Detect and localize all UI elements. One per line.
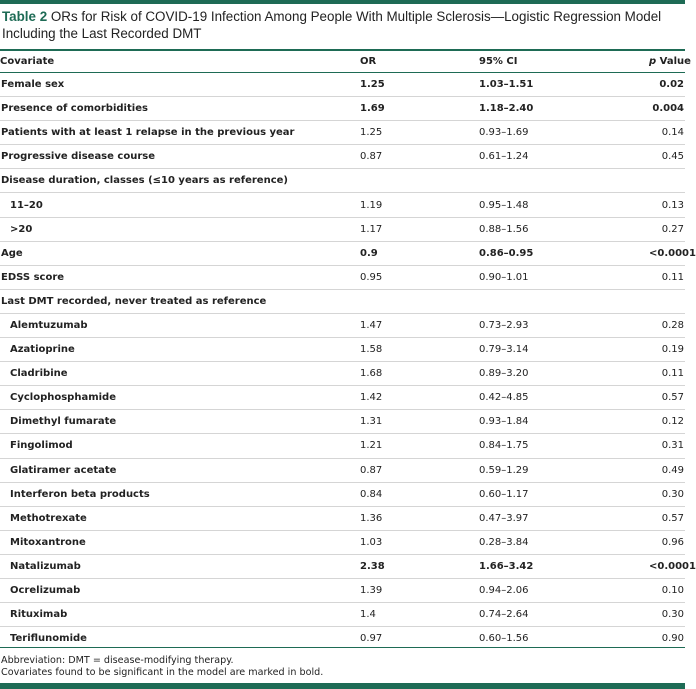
cell-p-value	[649, 289, 685, 313]
cell-or: 1.25	[360, 73, 479, 97]
cell-ci: 0.74–2.64	[479, 603, 649, 627]
cell-or	[360, 289, 479, 313]
cell-ci: 0.90–1.01	[479, 265, 649, 289]
cell-or: 1.47	[360, 313, 479, 337]
cell-p-value: 0.31	[649, 434, 685, 458]
cell-covariate: Presence of comorbidities	[0, 97, 360, 121]
cell-covariate: Glatiramer acetate	[0, 458, 360, 482]
table-row	[0, 313, 685, 337]
cell-or: 0.97	[360, 633, 383, 645]
cell-covariate: EDSS score	[0, 265, 360, 289]
header-or: OR	[360, 51, 479, 73]
table-row	[0, 530, 685, 554]
table-title: ORs for Risk of COVID-19 Infection Among People With Multiple Sclerosis—Logistic Regression Model Including the Last Recorded DMT	[2, 9, 662, 41]
cell-or: 1.21	[360, 434, 479, 458]
cell-covariate: Cyclophosphamide	[0, 386, 360, 410]
cell-p-value: 0.49	[649, 458, 685, 482]
cell-ci: 1.66–3.42	[479, 554, 649, 578]
table-row	[0, 289, 685, 313]
top-accent-bar	[0, 0, 685, 4]
cell-p-value: 0.12	[649, 410, 685, 434]
cell-p-value: 0.30	[649, 482, 685, 506]
cell-or: 0.87	[360, 145, 479, 169]
cell-p-value: <0.0001	[649, 241, 685, 265]
cell-covariate: Teriflunomide	[10, 633, 87, 645]
cell-p-value: 0.11	[649, 265, 685, 289]
cell-covariate: Interferon beta products	[0, 482, 360, 506]
table-row	[0, 578, 685, 602]
table-row	[0, 603, 685, 627]
cell-p-value: 0.13	[649, 193, 685, 217]
cell-ci: 0.79–3.14	[479, 338, 649, 362]
cell-or: 1.39	[360, 578, 479, 602]
header-p-value	[649, 51, 691, 73]
cell-or: 1.36	[360, 506, 479, 530]
table-row	[0, 458, 685, 482]
table-row	[0, 97, 685, 121]
table-row	[0, 338, 685, 362]
cell-p-value: 0.28	[649, 313, 685, 337]
table-row	[0, 265, 685, 289]
table-row	[0, 506, 685, 530]
bottom-accent-bar	[0, 683, 685, 689]
cell-ci: 1.03–1.51	[479, 73, 649, 97]
cell-covariate: Disease duration, classes (≤10 years as reference)	[0, 169, 360, 193]
footnote-abbreviation: Abbreviation: DMT = disease-modifying therapy.	[1, 655, 234, 666]
cell-covariate: Mitoxantrone	[0, 530, 360, 554]
cell-ci: 0.28–3.84	[479, 530, 649, 554]
cell-ci: 0.88–1.56	[479, 217, 649, 241]
cell-covariate: Azatioprine	[0, 338, 360, 362]
cell-ci: 0.61–1.24	[479, 145, 649, 169]
header-covariate: Covariate	[0, 51, 360, 73]
header-p-rest: Value	[656, 56, 691, 67]
table-row	[0, 169, 685, 193]
cell-p-value: 0.30	[649, 603, 685, 627]
table-row	[0, 145, 685, 169]
cell-covariate: Patients with at least 1 relapse in the previous year	[0, 121, 360, 145]
cell-or: 0.9	[360, 241, 479, 265]
cell-ci: 0.93–1.84	[479, 410, 649, 434]
table-row	[0, 434, 685, 458]
cell-covariate: Natalizumab	[0, 554, 360, 578]
cell-or: 1.69	[360, 97, 479, 121]
cell-p-value: 0.14	[649, 121, 685, 145]
header-row	[0, 51, 685, 73]
cell-p-value: <0.0001	[649, 554, 685, 578]
cell-ci: 0.60–1.56	[479, 633, 529, 645]
cell-p-value: 0.57	[649, 386, 685, 410]
cell-covariate: Age	[0, 241, 360, 265]
footnote-significance: Covariates found to be significant in the model are marked in bold.	[1, 667, 324, 678]
cell-covariate: Alemtuzumab	[0, 313, 360, 337]
cell-covariate: Cladribine	[0, 362, 360, 386]
cell-ci: 0.60–1.17	[479, 482, 649, 506]
cell-ci: 0.94–2.06	[479, 578, 649, 602]
cell-or: 1.58	[360, 338, 479, 362]
header-p-italic: p	[649, 56, 657, 67]
cell-covariate: Female sex	[0, 73, 360, 97]
regression-table	[0, 51, 696, 650]
cell-ci: 0.47–3.97	[479, 506, 649, 530]
table-row	[0, 217, 685, 241]
cell-or: 1.03	[360, 530, 479, 554]
table-label: Table 2	[2, 9, 48, 24]
cell-p-value: 0.27	[649, 217, 685, 241]
cell-or: 2.38	[360, 554, 479, 578]
table-body	[0, 73, 696, 651]
cell-ci: 0.73–2.93	[479, 313, 649, 337]
cell-p-value: 0.10	[649, 578, 685, 602]
table-row	[0, 386, 685, 410]
cell-p-value: 0.57	[649, 506, 685, 530]
table-row	[0, 410, 685, 434]
cell-covariate: Rituximab	[0, 603, 360, 627]
table-row	[0, 554, 685, 578]
cell-covariate: Dimethyl fumarate	[0, 410, 360, 434]
header-ci: 95% CI	[479, 51, 649, 73]
cell-or: 0.87	[360, 458, 479, 482]
cell-ci	[479, 169, 649, 193]
cell-covariate: >20	[0, 217, 360, 241]
cell-p-value: 0.96	[649, 530, 685, 554]
cell-ci	[479, 289, 649, 313]
footnotes	[1, 655, 681, 679]
table-row	[0, 362, 685, 386]
cell-ci: 0.59–1.29	[479, 458, 649, 482]
cell-ci: 0.84–1.75	[479, 434, 649, 458]
cell-or: 1.19	[360, 193, 479, 217]
cell-or: 0.95	[360, 265, 479, 289]
cell-p-value: 0.004	[649, 97, 685, 121]
cell-or: 1.31	[360, 410, 479, 434]
cell-p-value	[649, 169, 685, 193]
table-row	[0, 193, 685, 217]
cell-or	[360, 169, 479, 193]
table-row	[0, 121, 685, 145]
table-row	[0, 73, 685, 97]
cell-or: 1.25	[360, 121, 479, 145]
cell-or: 1.68	[360, 362, 479, 386]
cell-p-value: 0.02	[649, 73, 685, 97]
cell-ci: 1.18–2.40	[479, 97, 649, 121]
cell-covariate: Fingolimod	[0, 434, 360, 458]
cell-covariate: 11–20	[0, 193, 360, 217]
table-caption	[2, 8, 682, 42]
table-row	[0, 241, 685, 265]
cell-ci: 0.93–1.69	[479, 121, 649, 145]
cell-p-value: 0.11	[649, 362, 685, 386]
cell-or: 0.84	[360, 482, 479, 506]
cell-ci: 0.86–0.95	[479, 241, 649, 265]
cell-covariate: Methotrexate	[0, 506, 360, 530]
cell-covariate: Ocrelizumab	[0, 578, 360, 602]
table-row	[0, 482, 685, 506]
cell-p-value: 0.90	[661, 633, 684, 645]
cell-covariate: Last DMT recorded, never treated as reference	[0, 289, 360, 313]
cell-p-value: 0.45	[649, 145, 685, 169]
cell-ci: 0.95–1.48	[479, 193, 649, 217]
cell-or: 1.17	[360, 217, 479, 241]
cell-ci: 0.42–4.85	[479, 386, 649, 410]
cell-or: 1.42	[360, 386, 479, 410]
bottom-rule	[0, 647, 685, 648]
cell-p-value: 0.19	[649, 338, 685, 362]
cell-covariate: Progressive disease course	[0, 145, 360, 169]
cell-or: 1.4	[360, 603, 479, 627]
cell-ci: 0.89–3.20	[479, 362, 649, 386]
